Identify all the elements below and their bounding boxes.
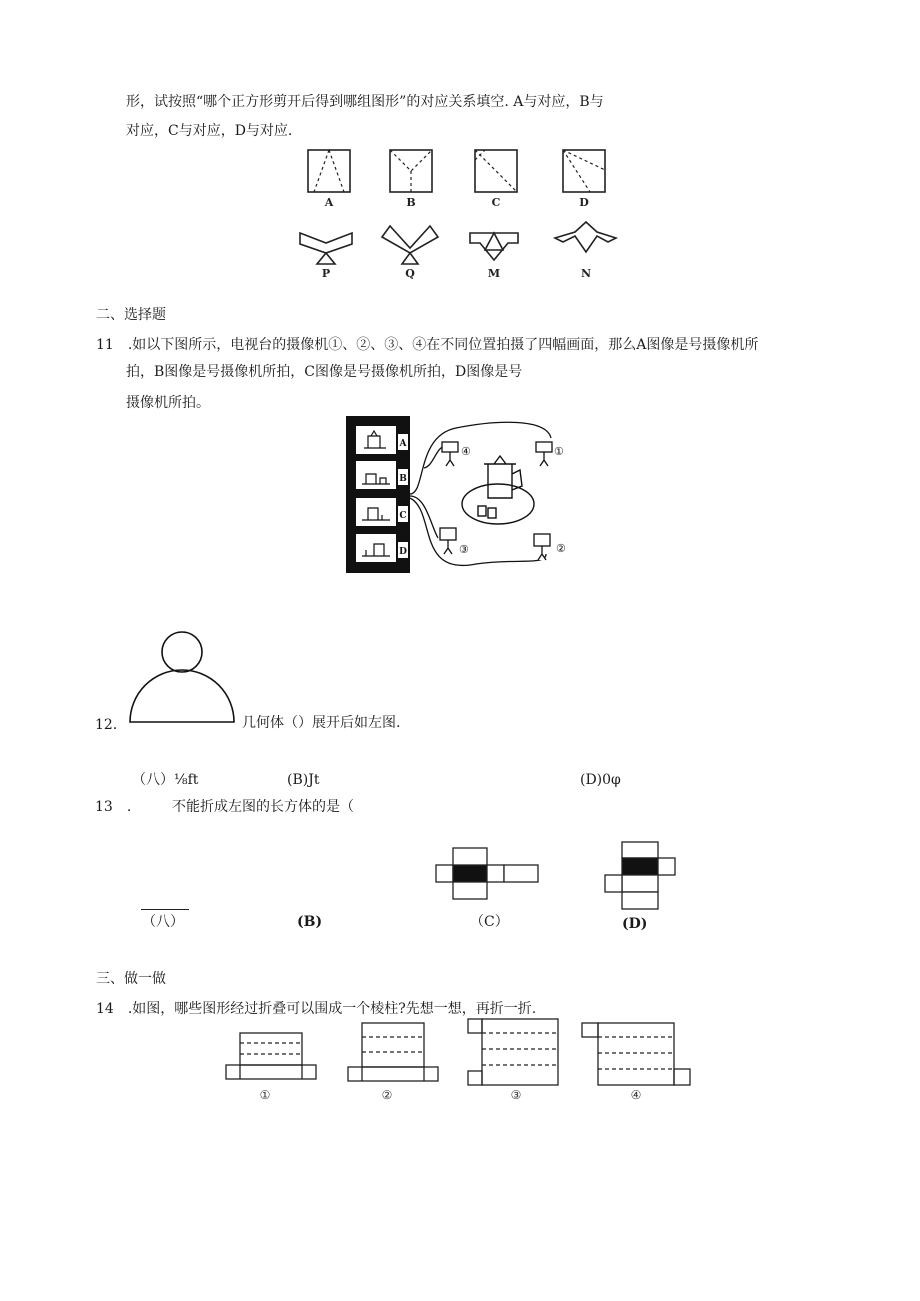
q13-option-b: (B): [297, 914, 323, 930]
q10-figure: [290, 140, 630, 280]
camera-label-3: ③: [459, 543, 469, 556]
screen-c: [356, 498, 396, 526]
q13-option-a: （八）: [142, 914, 184, 930]
shape-q-triangle: [402, 253, 418, 264]
net-c: [436, 848, 538, 899]
label-c: C: [491, 196, 501, 209]
q13-option-d: (D): [622, 916, 648, 932]
q11-line-2: 拍，B图像是号摄像机所拍，C图像是号摄像机所拍，D图像是号: [126, 364, 523, 380]
label-n: N: [580, 267, 592, 280]
q13-option-a-line: [141, 909, 189, 910]
prism-label-2: ②: [381, 1088, 393, 1102]
camera-label-2: ②: [556, 542, 566, 555]
q13-nets: [430, 838, 680, 918]
shape-m: [470, 233, 518, 260]
net-sector: [130, 670, 234, 722]
q14-prism-nets: [220, 1015, 700, 1110]
screen-label-a: A: [399, 439, 407, 449]
net-d: [605, 842, 675, 909]
q11-line-1: 11 .如以下图所示，电视台的摄像机①、②、③、④在不同位置拍摄了四幅画面，那么A图像是号摄像机所: [96, 337, 759, 353]
prism-net-2: [348, 1023, 438, 1081]
prism-label-4: ④: [630, 1088, 642, 1102]
net-circle: [162, 632, 202, 672]
q12-option-a: （八）⅛ft: [132, 772, 199, 788]
shape-q: [382, 226, 438, 253]
q12-text: 几何体（）展开后如左图.: [242, 715, 401, 731]
q12-number: 12．: [95, 717, 127, 733]
prism-net-3: [468, 1019, 558, 1085]
label-d: D: [579, 196, 589, 209]
square-a: [308, 150, 350, 192]
screen-label-b: B: [399, 474, 407, 484]
prism-net-1: [226, 1033, 316, 1079]
q13-option-c: （C）: [470, 914, 509, 930]
q10-line-1: 形，试按照“哪个正方形剪开后得到哪组图形”的对应关系填空. A与对应，B与: [126, 94, 604, 110]
label-p: P: [321, 267, 331, 280]
label-a: A: [324, 196, 334, 209]
screen-label-d: D: [399, 547, 407, 557]
q11-camera-figure: [346, 416, 586, 576]
q12-net-figure: [125, 628, 245, 728]
section-2-title: 二、选择题: [96, 307, 166, 323]
label-q: Q: [405, 267, 415, 280]
q14-text: 14 .如图，哪些图形经过折叠可以围成一个棱柱?先想一想，再折一折.: [96, 1001, 537, 1017]
shape-p-triangle: [317, 253, 335, 264]
prism-label-1: ①: [259, 1088, 271, 1102]
square-d: [563, 150, 605, 192]
q12-option-d: (D)0φ: [580, 772, 621, 788]
camera-3: [440, 528, 456, 554]
camera-4: [442, 442, 458, 466]
prism-label-3: ③: [510, 1088, 522, 1102]
camera-label-1: ①: [554, 445, 564, 458]
screen-label-c: C: [399, 511, 407, 521]
section-3-title: 三、做一做: [96, 971, 166, 987]
turntable: [462, 484, 534, 524]
camera-1: [536, 442, 552, 466]
shape-p: [300, 233, 352, 253]
q10-line-2: 对应，C与对应，D与对应.: [126, 123, 293, 139]
q13-number: 13 .: [95, 799, 132, 815]
shape-n: [555, 222, 616, 252]
prism-net-4: [582, 1023, 690, 1085]
label-m: M: [487, 267, 501, 280]
q12-option-b: (B)Jt: [287, 772, 320, 788]
screen-d: [356, 534, 396, 562]
camera-2: [534, 534, 550, 560]
label-b: B: [406, 196, 416, 209]
q11-line-3: 摄像机所拍。: [126, 395, 210, 411]
q13-text: 不能折成左图的长方体的是（: [172, 799, 354, 815]
camera-label-4: ④: [461, 445, 471, 458]
screen-a: [356, 426, 396, 454]
